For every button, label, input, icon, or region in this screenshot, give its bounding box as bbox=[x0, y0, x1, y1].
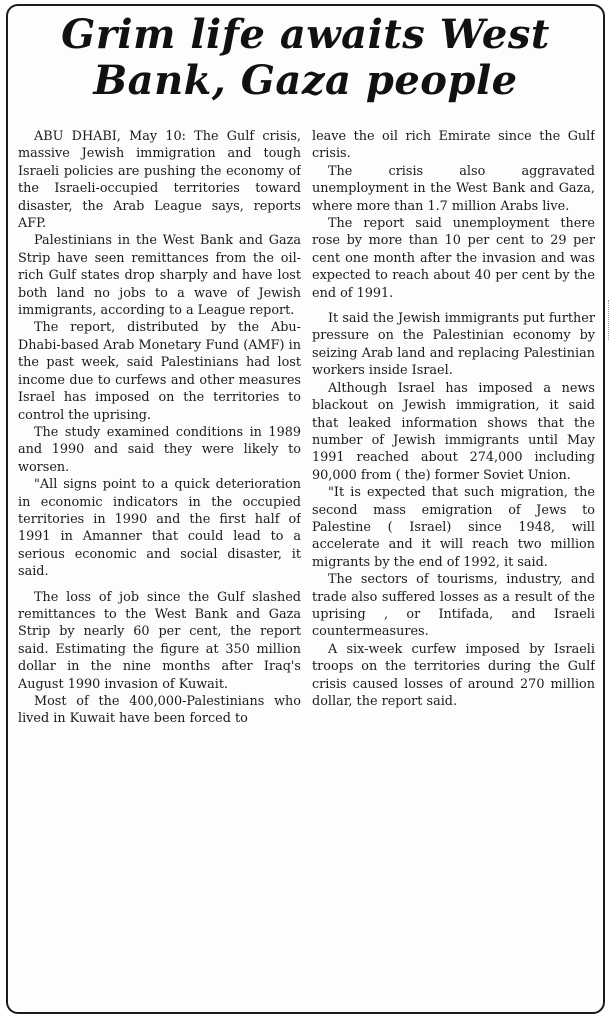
paragraph: The sectors of tourisms, industry, and trade also suffered losses as a result of the uprising , or Intifada, and Israeli countermeasures. bbox=[312, 572, 595, 640]
left-column bbox=[18, 128, 301, 1006]
paragraph: The crisis also aggravated unemployment in the West Bank and Gaza, where more than 1.7 million Arabs live. bbox=[312, 163, 595, 214]
paragraph: The report, distributed by the Abu-Dhabi-based Arab Monetary Fund (AMF) in the past week, said Palestinians had lost income due to curfews and other measures Israel has imposed on the territories to control the uprising. bbox=[18, 320, 301, 423]
right-column bbox=[312, 128, 595, 1006]
paper-fold-mark bbox=[608, 300, 613, 340]
paragraph: ABU DHABI, May 10: The Gulf crisis, massive Jewish immigration and tough Israeli policies are pushing the economy of the Israeli-occupied territories toward disaster, the Arab League says, reports AFP. bbox=[18, 129, 301, 232]
paragraph: Although Israel has imposed a news blackout on Jewish immigration, it said that leaked information shows that the number of Jewish immigrants until May 1991 reached about 274,000 including 90,000 from ( the) former Soviet Union. bbox=[312, 380, 595, 483]
headline: Grim life awaits West Bank, Gaza people bbox=[61, 11, 550, 104]
paragraph: Palestinians in the West Bank and Gaza Strip have seen remittances from the oil-rich Gulf states drop sharply and have lost both land no jobs to a wave of Jewish immigrants, according to a League report. bbox=[18, 233, 301, 319]
paragraph: leave the oil rich Emirate since the Gulf crisis. bbox=[312, 129, 595, 162]
paragraph: The report said unemployment there rose by more than 10 per cent to 29 per cent one month after the invasion and was expected to reach about 40 per cent by the end of 1991. bbox=[312, 216, 595, 301]
newspaper-clipping bbox=[6, 4, 605, 1014]
paragraph: The loss of job since the Gulf slashed remittances to the West Bank and Gaza Strip by nearly 60 per cent, the report said. Estimating the figure at 350 million dollar in the nine months after Iraq's August 1990 invasion of Kuwait. bbox=[18, 589, 301, 692]
paragraph: Most of the 400,000-Palestinians who lived in Kuwait have been forced to bbox=[18, 694, 301, 727]
paragraph: "It is expected that such migration, the second mass emigration of Jews to Palestine ( Israel) since 1948, will accelerate and it will reach two million migrants by the end of 1992, it said. bbox=[312, 485, 595, 570]
paragraph: "All signs point to a quick deterioration in economic indicators in the occupied territories in 1990 and the first half of 1991 in Amanner that could lead to a serious economic and social disaster, it said. bbox=[18, 477, 301, 580]
paragraph: The study examined conditions in 1989 and 1990 and said they were likely to worsen. bbox=[18, 424, 301, 475]
paragraph: It said the Jewish immigrants put further pressure on the Palestinian economy by seizing Arab land and replacing Palestinian workers inside Israel. bbox=[312, 311, 595, 379]
paragraph: A six-week curfew imposed by Israeli troops on the territories during the Gulf crisis caused losses of around 270 million dollar, the report said. bbox=[312, 641, 595, 709]
article-body bbox=[18, 128, 595, 1006]
